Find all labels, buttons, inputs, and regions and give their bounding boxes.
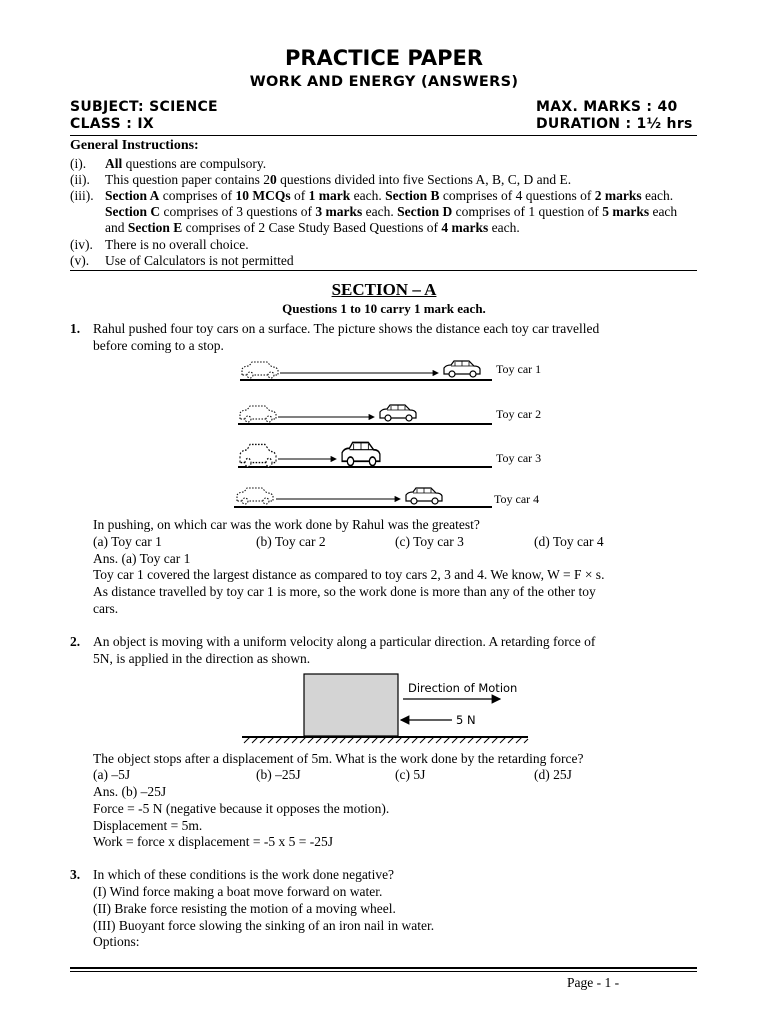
option-d: (d) Toy car 4 bbox=[534, 534, 604, 549]
option-d: (d) 25J bbox=[534, 767, 572, 782]
q3-item: (I) Wind force making a boat move forward on water. bbox=[93, 884, 383, 899]
toy-car-4-track bbox=[234, 488, 492, 507]
subject-label: SUBJECT: SCIENCE bbox=[70, 99, 218, 115]
page-subtitle: WORK AND ENERGY (ANSWERS) bbox=[249, 74, 519, 90]
toy-car-label: Toy car 2 bbox=[496, 407, 542, 421]
section-subheading: Questions 1 to 10 carry 1 mark each. bbox=[282, 301, 486, 316]
q2-working: Work = force x displacement = -5 x 5 = -25J bbox=[93, 834, 333, 849]
q3-text: In which of these conditions is the work done negative? bbox=[93, 867, 395, 882]
page-number: Page - 1 - bbox=[567, 975, 620, 990]
q2-text-line: 5N, is applied in the direction as shown. bbox=[93, 651, 311, 666]
header-divider bbox=[70, 135, 697, 136]
instructions-title: General Instructions: bbox=[70, 138, 199, 153]
q3-item: (III) Buoyant force slowing the sinking of an iron nail in water. bbox=[93, 918, 435, 933]
page-title: PRACTICE PAPER bbox=[284, 46, 484, 70]
question-number: 3. bbox=[70, 867, 81, 882]
instructions-divider bbox=[70, 270, 697, 271]
q2-working: Force = -5 N (negative because it opposes the motion). bbox=[93, 801, 390, 816]
option-b: (b) –25J bbox=[256, 767, 301, 782]
motion-label: Direction of Motion bbox=[408, 681, 518, 695]
question-number: 2. bbox=[70, 634, 81, 649]
section-heading: SECTION – A bbox=[331, 280, 437, 299]
object-block bbox=[304, 674, 398, 736]
option-c: (c) 5J bbox=[395, 767, 426, 782]
q3-options-label: Options: bbox=[93, 934, 140, 949]
toy-car-label: Toy car 4 bbox=[494, 492, 540, 506]
footer-rule-thin bbox=[70, 971, 697, 972]
duration-label: DURATION : 1½ hrs bbox=[536, 116, 693, 132]
class-label: CLASS : IX bbox=[70, 116, 154, 132]
q1-explanation: Toy car 1 covered the largest distance as compared to toy cars 2, 3 and 4. We know, W = F × s. bbox=[93, 567, 605, 582]
q2-question: The object stops after a displacement of 5m. What is the work done by the retarding force? bbox=[93, 751, 584, 766]
q1-text-line: before coming to a stop. bbox=[93, 338, 224, 353]
q1-explanation: As distance travelled by toy car 1 is more, so the work done is more than any of the other toy bbox=[93, 584, 596, 599]
q2-working: Displacement = 5m. bbox=[93, 818, 203, 833]
q1-text-line: Rahul pushed four toy cars on a surface. The picture shows the distance each toy car travelled bbox=[93, 321, 600, 336]
toy-car-1-track bbox=[240, 361, 492, 380]
q2-answer: Ans. (b) –25J bbox=[93, 784, 167, 799]
q2-text-line: An object is moving with a uniform velocity along a particular direction. A retarding force of bbox=[93, 634, 596, 649]
q1-explanation: cars. bbox=[93, 601, 119, 616]
toy-car-3-track bbox=[238, 442, 492, 467]
toy-cars-figure bbox=[230, 355, 560, 515]
option-a: (a) –5J bbox=[93, 767, 131, 782]
toy-car-2-track bbox=[238, 405, 492, 424]
option-b: (b) Toy car 2 bbox=[256, 534, 326, 549]
toy-car-label: Toy car 3 bbox=[496, 451, 542, 465]
toy-car-label: Toy car 1 bbox=[496, 362, 542, 376]
q1-question: In pushing, on which car was the work done by Rahul was the greatest? bbox=[93, 517, 480, 532]
question-number: 1. bbox=[70, 321, 81, 336]
option-a: (a) Toy car 1 bbox=[93, 534, 162, 549]
force-label: 5 N bbox=[456, 713, 476, 727]
q3-item: (II) Brake force resisting the motion of a moving wheel. bbox=[93, 901, 396, 916]
option-c: (c) Toy car 3 bbox=[395, 534, 464, 549]
max-marks-label: MAX. MARKS : 40 bbox=[536, 99, 678, 115]
footer-rule-thick bbox=[70, 967, 697, 969]
q1-answer: Ans. (a) Toy car 1 bbox=[93, 551, 191, 566]
